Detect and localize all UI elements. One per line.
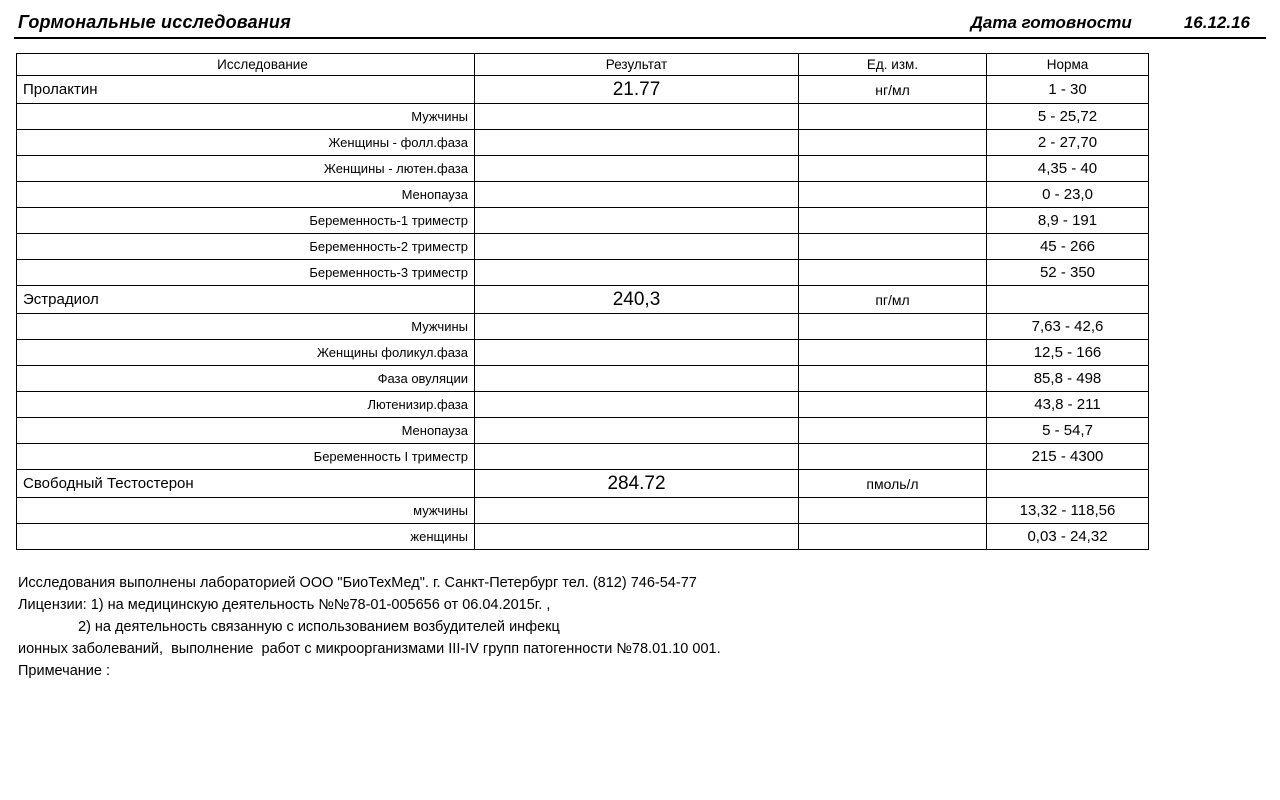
column-header-unit: Ед. изм. — [799, 54, 987, 76]
cell-investigation: Лютенизир.фаза — [17, 392, 475, 418]
cell-investigation: Менопауза — [17, 182, 475, 208]
cell-result: 21.77 — [475, 76, 799, 104]
cell-unit — [799, 418, 987, 444]
cell-norm: 13,32 - 118,56 — [987, 498, 1149, 524]
results-table — [16, 53, 1149, 550]
cell-norm: 0,03 - 24,32 — [987, 524, 1149, 550]
cell-norm: 43,8 - 211 — [987, 392, 1149, 418]
cell-result — [475, 498, 799, 524]
cell-unit — [799, 182, 987, 208]
cell-investigation: Беременность-1 триместр — [17, 208, 475, 234]
table-row — [17, 208, 1149, 234]
cell-result — [475, 130, 799, 156]
footer-line-license-3: ионных заболеваний, выполнение работ с микроорганизмами III-IV групп патогенности №78.01.10 001. — [18, 641, 721, 658]
cell-unit: пмоль/л — [799, 470, 987, 498]
table-row — [17, 156, 1149, 182]
column-header-norm: Норма — [987, 54, 1149, 76]
cell-result — [475, 156, 799, 182]
column-header-investigation: Исследование — [17, 54, 475, 76]
cell-unit — [799, 340, 987, 366]
cell-result — [475, 104, 799, 130]
table-row — [17, 76, 1149, 104]
cell-result: 284.72 — [475, 470, 799, 498]
cell-investigation: Свободный Тестостерон — [17, 470, 475, 498]
cell-unit — [799, 260, 987, 286]
ready-date-label: Дата готовности — [970, 13, 1132, 32]
cell-result — [475, 366, 799, 392]
cell-investigation: Пролактин — [17, 76, 475, 104]
cell-investigation: Менопауза — [17, 418, 475, 444]
cell-norm: 1 - 30 — [987, 76, 1149, 104]
cell-result — [475, 524, 799, 550]
table-header-row — [17, 54, 1149, 76]
cell-result — [475, 314, 799, 340]
table-row — [17, 314, 1149, 340]
cell-investigation: Эстрадиол — [17, 286, 475, 314]
cell-unit — [799, 498, 987, 524]
table-row — [17, 104, 1149, 130]
cell-unit — [799, 366, 987, 392]
cell-result — [475, 260, 799, 286]
cell-result — [475, 234, 799, 260]
cell-investigation: Фаза овуляции — [17, 366, 475, 392]
cell-investigation: Женщины фоликул.фаза — [17, 340, 475, 366]
cell-unit — [799, 392, 987, 418]
footer-line-note: Примечание : — [18, 663, 110, 680]
table-row — [17, 418, 1149, 444]
cell-investigation: Мужчины — [17, 314, 475, 340]
column-header-result: Результат — [475, 54, 799, 76]
cell-investigation: Женщины - фолл.фаза — [17, 130, 475, 156]
table-row — [17, 340, 1149, 366]
cell-norm: 7,63 - 42,6 — [987, 314, 1149, 340]
ready-date-value: 16.12.16 — [1183, 13, 1250, 32]
table-row — [17, 234, 1149, 260]
cell-norm: 12,5 - 166 — [987, 340, 1149, 366]
table-row — [17, 524, 1149, 550]
cell-unit: нг/мл — [799, 76, 987, 104]
page-title: Гормональные исследования — [18, 12, 291, 32]
table-row — [17, 444, 1149, 470]
cell-unit — [799, 156, 987, 182]
cell-investigation: Беременность-2 триместр — [17, 234, 475, 260]
cell-result — [475, 208, 799, 234]
cell-norm — [987, 470, 1149, 498]
cell-norm: 5 - 54,7 — [987, 418, 1149, 444]
cell-norm — [987, 286, 1149, 314]
footer-notes — [18, 572, 1266, 682]
cell-unit — [799, 130, 987, 156]
document-header — [14, 10, 1266, 39]
cell-result: 240,3 — [475, 286, 799, 314]
cell-unit — [799, 444, 987, 470]
cell-norm: 5 - 25,72 — [987, 104, 1149, 130]
table-row — [17, 392, 1149, 418]
table-head — [17, 54, 1149, 76]
cell-investigation: Беременность I триместр — [17, 444, 475, 470]
cell-norm: 85,8 - 498 — [987, 366, 1149, 392]
cell-unit — [799, 208, 987, 234]
cell-unit: пг/мл — [799, 286, 987, 314]
cell-result — [475, 392, 799, 418]
footer-line-lab: Исследования выполнены лабораторией ООО "БиоТехМед". г. Санкт-Петербург тел. (812) 746-54-77 — [18, 575, 697, 591]
cell-norm: 4,35 - 40 — [987, 156, 1149, 182]
cell-norm: 2 - 27,70 — [987, 130, 1149, 156]
table-row — [17, 470, 1149, 498]
cell-result — [475, 418, 799, 444]
table-row — [17, 260, 1149, 286]
table-body — [17, 76, 1149, 550]
cell-unit — [799, 234, 987, 260]
cell-investigation: Женщины - лютен.фаза — [17, 156, 475, 182]
cell-norm: 45 - 266 — [987, 234, 1149, 260]
cell-unit — [799, 104, 987, 130]
table-row — [17, 498, 1149, 524]
cell-investigation: Мужчины — [17, 104, 475, 130]
cell-unit — [799, 314, 987, 340]
cell-norm: 0 - 23,0 — [987, 182, 1149, 208]
cell-norm: 52 - 350 — [987, 260, 1149, 286]
table-row — [17, 286, 1149, 314]
cell-result — [475, 182, 799, 208]
cell-result — [475, 444, 799, 470]
cell-unit — [799, 524, 987, 550]
table-row — [17, 182, 1149, 208]
footer-line-license-2: 2) на деятельность связанную с использованием возбудителей инфекц — [78, 619, 560, 636]
cell-norm: 215 - 4300 — [987, 444, 1149, 470]
table-row — [17, 366, 1149, 392]
table-row — [17, 130, 1149, 156]
cell-investigation: мужчины — [17, 498, 475, 524]
cell-investigation: женщины — [17, 524, 475, 550]
cell-investigation: Беременность-3 триместр — [17, 260, 475, 286]
ready-date-block — [971, 13, 1262, 33]
cell-norm: 8,9 - 191 — [987, 208, 1149, 234]
cell-result — [475, 340, 799, 366]
footer-line-license-1: Лицензии: 1) на медицинскую деятельность №№78-01-005656 от 06.04.2015г. , — [18, 597, 551, 614]
